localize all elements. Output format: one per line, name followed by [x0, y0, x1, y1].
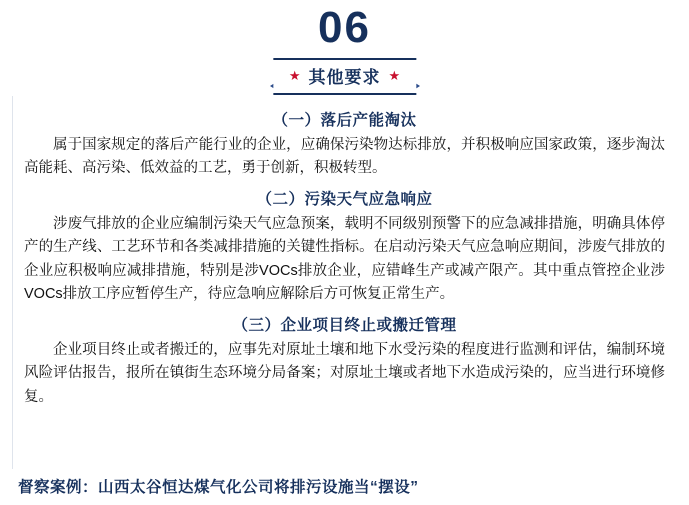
section-title-banner	[18, 54, 671, 102]
section-title: 其他要求	[308, 68, 381, 87]
banner-plate	[273, 58, 416, 95]
section-number: 06	[318, 3, 371, 52]
subsection-body-2: 涉废气排放的企业应编制污染天气应急预案，载明不同级别预警下的应急减排措施，明确具体停产的生产线、工艺环节和各类减排措施的关键性指标。在启动污染天气应急响应期间，涉废气排放的企业应积极响应减排措施，特别是涉VOCs排放企业，应错峰生产或减产限产。其中重点管控企业涉VOCs排放工序应暂停生产，待应急响应解除后方可恢复正常生产。	[24, 215, 665, 303]
subsection-body-3: 企业项目终止或者搬迁的，应事先对原址土壤和地下水受污染的程度进行监测和评估，编制环境风险评估报告，报所在镇街生态环境分局备案；对原址土壤或者地下水造成污染的，应当进行环境修复。	[24, 341, 665, 405]
subsection-body-1: 属于国家规定的落后产能行业的企业，应确保污染物达标排放，并积极响应国家政策，逐步淘汰高能耗、高污染、低效益的工艺，勇于创新，积极转型。	[24, 137, 665, 177]
subsection-heading-1: （一）落后产能淘汰	[272, 112, 417, 129]
subsection-heading-3: （三）企业项目终止或搬迁管理	[232, 316, 457, 334]
page-gutter-rule	[12, 96, 13, 469]
inspection-case-line: 督察案例：山西太谷恒达煤气化公司将排污设施当“摆设”	[18, 479, 419, 496]
subsection-heading-2: （二）污染天气应急响应	[256, 190, 433, 208]
star-icon-left: ★	[288, 68, 301, 83]
star-icon-right: ★	[388, 68, 401, 83]
